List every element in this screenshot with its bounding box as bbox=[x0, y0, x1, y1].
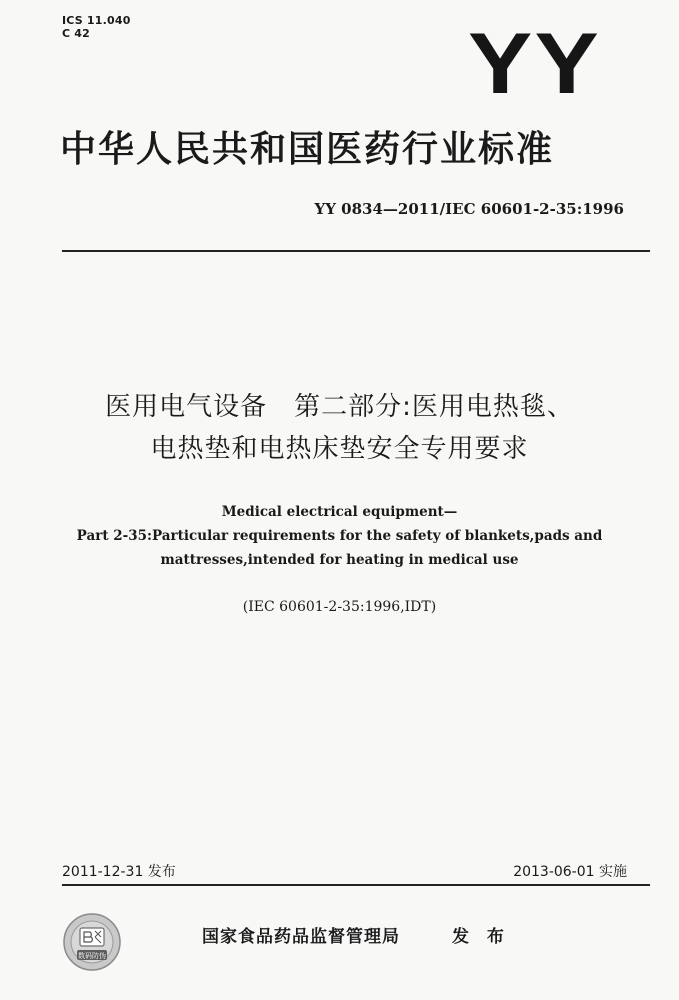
english-title-line: Part 2-35:Particular requirements for the safety of blankets,pads and bbox=[76, 528, 603, 544]
chinese-title-line: 电热垫和电热床垫安全专用要求 bbox=[150, 434, 529, 464]
seal-icon bbox=[62, 912, 122, 972]
ics-code: ICS 11.040 bbox=[62, 14, 131, 27]
organization-title: 中华人民共和国医药行业标准 bbox=[60, 129, 555, 170]
anti-counterfeit-seal bbox=[62, 912, 122, 972]
yy-logo: YY bbox=[468, 16, 601, 112]
english-title-line: Medical electrical equipment— bbox=[221, 504, 458, 520]
issuing-authority: 国家食品药品监督管理局 bbox=[202, 927, 400, 947]
issuer-verb: 发 布 bbox=[452, 927, 510, 947]
chinese-title-line: 医用电气设备 第二部分:医用电热毯、 bbox=[105, 392, 574, 422]
ccs-code: C 42 bbox=[62, 27, 91, 40]
standard-number: YY 0834—2011/IEC 60601-2-35:1996 bbox=[314, 200, 624, 218]
classification-codes bbox=[62, 14, 131, 40]
english-title-line: mattresses,intended for heating in medical use bbox=[160, 552, 519, 568]
top-divider bbox=[62, 250, 650, 252]
seal-label: 数码防伪 bbox=[78, 952, 106, 960]
issue-date: 2011-12-31 发布 bbox=[62, 864, 176, 880]
english-title bbox=[0, 500, 679, 572]
implementation-date: 2013-06-01 实施 bbox=[513, 864, 627, 880]
iec-reference: (IEC 60601-2-35:1996,IDT) bbox=[242, 599, 437, 615]
chinese-title bbox=[0, 386, 679, 470]
bottom-divider bbox=[62, 884, 650, 886]
